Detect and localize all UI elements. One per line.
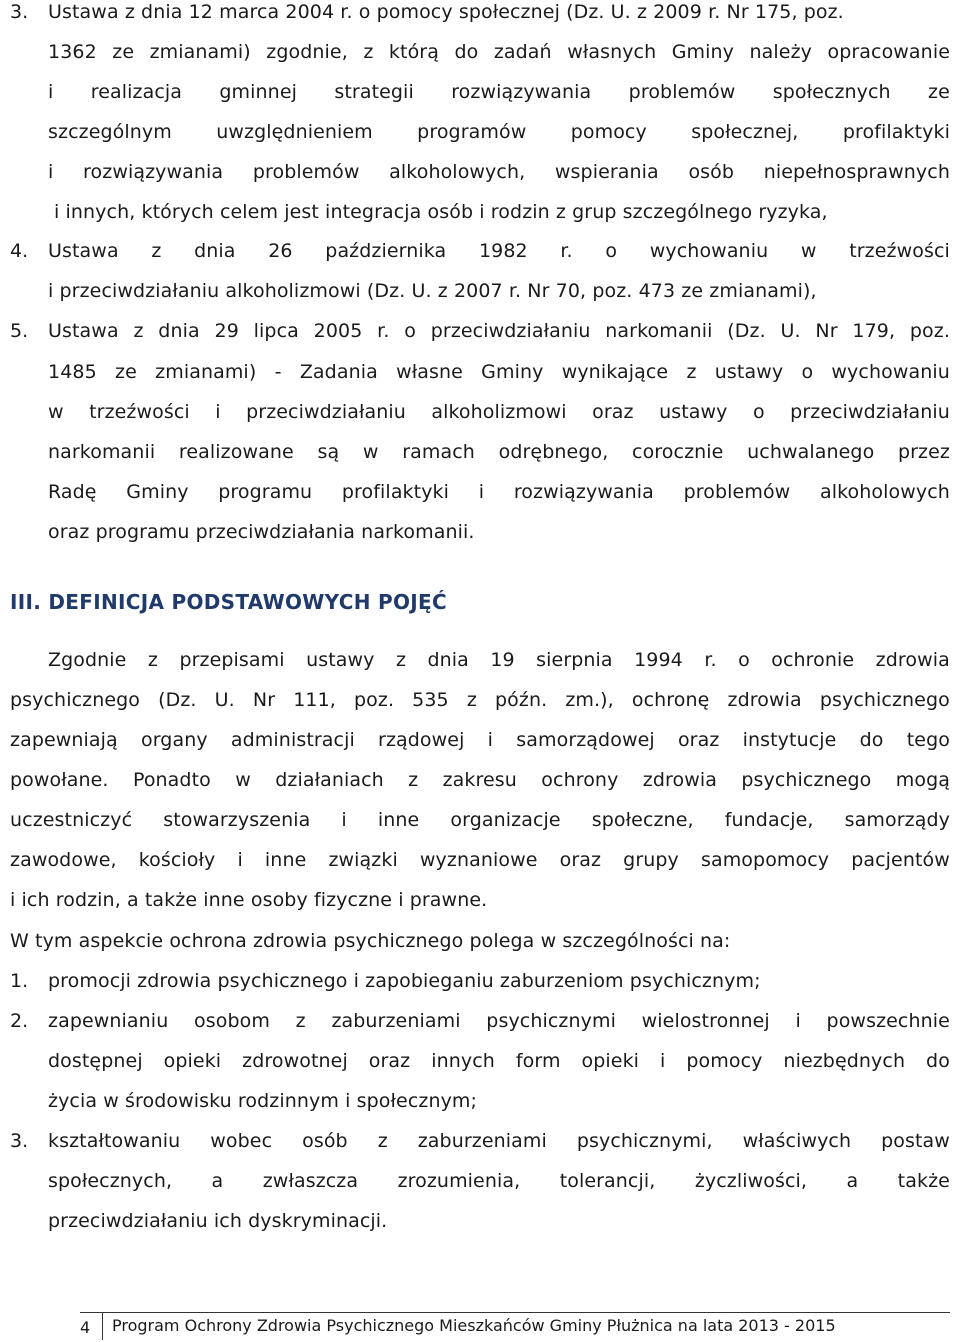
text-line: W tym aspekcie ochrona zdrowia psychicznego polega w szczególności na:: [10, 930, 731, 952]
word: wielostronnej: [641, 1010, 770, 1032]
word: w: [800, 240, 817, 262]
word: ze: [115, 361, 137, 383]
word: opracowanie: [827, 41, 950, 63]
word: i: [660, 1050, 666, 1072]
word: rozwiązywania: [451, 81, 592, 103]
word: kształtowaniu: [48, 1130, 181, 1152]
word: stowarzyszenia: [163, 809, 311, 831]
word: społecznych: [772, 81, 891, 103]
word: corocznie: [632, 441, 724, 463]
word: programu: [218, 481, 313, 503]
word: zrozumienia,: [397, 1170, 521, 1192]
word: zaburzeniami: [417, 1130, 547, 1152]
word: realizacja: [90, 81, 183, 103]
word: dostępnej: [48, 1050, 143, 1072]
word: także: [897, 1170, 950, 1192]
word: administracji: [230, 729, 355, 751]
word: r.: [704, 649, 717, 671]
word: poz.: [353, 689, 395, 711]
word: 1982: [478, 240, 528, 262]
word: ustawy: [714, 361, 784, 383]
word: dnia: [194, 240, 236, 262]
word: wobec: [210, 1130, 273, 1152]
word: (Dz.: [727, 320, 766, 342]
text-line: [10, 765, 950, 795]
word: społeczne,: [591, 809, 694, 831]
word: samopomocy: [700, 849, 830, 871]
word: psychicznymi: [486, 1010, 616, 1032]
word: i: [795, 1010, 801, 1032]
word: 19: [490, 649, 515, 671]
footer-rule: [80, 1312, 950, 1313]
word: zgodnie,: [266, 41, 348, 63]
footer-title: Program Ochrony Zdrowia Psychicznego Mieszkańców Gminy Płużnica na lata 2013 - 2015: [112, 1316, 836, 1335]
word: gminnej: [219, 81, 297, 103]
word: zadań: [493, 41, 552, 63]
text-line: [48, 477, 950, 507]
text-line: [48, 37, 950, 67]
word: uczestniczyć: [10, 809, 133, 831]
word: i: [487, 729, 494, 751]
word: własne: [396, 361, 463, 383]
text-line: [48, 236, 950, 266]
word: instytucje: [742, 729, 837, 751]
word: i: [48, 161, 54, 183]
word: należy: [749, 41, 812, 63]
word: opieki: [163, 1050, 222, 1072]
word: ze: [928, 81, 950, 103]
word: wychowaniu: [831, 361, 950, 383]
text-line: [10, 805, 950, 835]
word: r.: [560, 240, 573, 262]
word: realizowane: [178, 441, 294, 463]
word: w: [235, 769, 251, 791]
footer-divider: [102, 1312, 103, 1340]
word: problemów: [252, 161, 360, 183]
word: w: [362, 441, 379, 463]
text-line: promocji zdrowia psychicznego i zapobieganiu zaburzeniom psychicznym;: [48, 970, 761, 992]
word: r.: [377, 320, 390, 342]
word: związki: [328, 849, 398, 871]
word: programów: [417, 121, 527, 143]
word: Ustawa: [48, 240, 119, 262]
text-line: i ich rodzin, a także inne osoby fizyczne i prawne.: [10, 889, 488, 911]
word: z: [395, 649, 407, 671]
word: o: [738, 649, 750, 671]
word: wspierania: [554, 161, 659, 183]
word: alkoholizmowi: [431, 401, 567, 423]
word: rozwiązywania: [513, 481, 654, 503]
word: inne: [377, 809, 420, 831]
word: o: [801, 361, 814, 383]
word: wynikające: [561, 361, 669, 383]
list-number: 4.: [10, 240, 29, 262]
word: społecznych,: [48, 1170, 173, 1192]
text-line: [48, 397, 950, 427]
text-line: [48, 357, 950, 387]
word: ze: [112, 41, 135, 63]
word: ustawy: [659, 401, 728, 423]
word: samorządy: [844, 809, 950, 831]
word: społecznej,: [691, 121, 799, 143]
word: przez: [897, 441, 950, 463]
word: przeciwdziałaniu: [430, 320, 591, 342]
text-line: życia w środowisku rodzinnym i społecznym;: [48, 1090, 478, 1112]
text-line: [48, 1006, 950, 1036]
word: zawodowe,: [10, 849, 117, 871]
word: dnia: [427, 649, 469, 671]
text-line: i przeciwdziałaniu alkoholizmowi (Dz. U. z 2007 r. Nr 70, poz. 473 ze zmianami),: [48, 280, 817, 302]
word: działaniach: [275, 769, 384, 791]
word: -: [274, 361, 282, 383]
word: samorządowej: [516, 729, 655, 751]
word: profilaktyki: [341, 481, 450, 503]
word: ustawy: [306, 649, 375, 671]
word: oraz: [368, 1050, 411, 1072]
word: rządowej: [378, 729, 465, 751]
word: Ponadto: [132, 769, 211, 791]
word: przepisami: [179, 649, 285, 671]
word: lipca: [253, 320, 299, 342]
word: Nr: [815, 320, 838, 342]
word: zapewniają: [10, 729, 118, 751]
word: ochrony: [541, 769, 619, 791]
word: października: [325, 240, 447, 262]
word: wychowaniu: [649, 240, 769, 262]
word: 179,: [852, 320, 896, 342]
word: form: [515, 1050, 561, 1072]
word: Zadania: [299, 361, 378, 383]
text-line: [48, 117, 950, 147]
text-line: [10, 725, 950, 755]
word: opieki: [581, 1050, 640, 1072]
word: i: [237, 849, 243, 871]
word: ochronę: [631, 689, 710, 711]
word: psychicznymi,: [576, 1130, 713, 1152]
word: 2005: [313, 320, 363, 342]
word: (Dz.: [158, 689, 197, 711]
word: zdrowia: [727, 689, 802, 711]
word: z: [466, 689, 477, 711]
word: osób: [302, 1130, 348, 1152]
word: właściwych: [742, 1130, 852, 1152]
word: pomocy: [686, 1050, 763, 1072]
word: o: [752, 401, 765, 423]
word: do: [454, 41, 479, 63]
word: życzliwości,: [694, 1170, 808, 1192]
text-line: przeciwdziałaniu ich dyskryminacji.: [48, 1210, 388, 1232]
word: 26: [268, 240, 293, 262]
word: uchwalanego: [747, 441, 875, 463]
word: problemów: [628, 81, 736, 103]
text-line: [48, 1046, 950, 1076]
text-line: [48, 157, 950, 187]
word: Ustawa: [48, 320, 119, 342]
word: trzeźwości: [849, 240, 950, 262]
word: zwłaszcza: [262, 1170, 359, 1192]
word: narkomanii: [605, 320, 713, 342]
word: fundacje,: [724, 809, 814, 831]
word: z: [151, 240, 162, 262]
word: 1994: [634, 649, 683, 671]
word: ramach: [402, 441, 475, 463]
list-number: 5.: [10, 320, 29, 342]
word: i: [215, 401, 221, 423]
word: wyznaniowe: [419, 849, 538, 871]
word: Nr: [252, 689, 276, 711]
word: zaburzeniami: [331, 1010, 461, 1032]
list-number: 3.: [10, 1, 29, 23]
word: mogą: [895, 769, 950, 791]
text-line: [10, 685, 950, 715]
word: rozwiązywania: [83, 161, 224, 183]
word: i: [341, 809, 347, 831]
word: pacjentów: [851, 849, 950, 871]
word: zapewnianiu: [48, 1010, 169, 1032]
list-number: 3.: [10, 1130, 29, 1152]
word: niezbędnych: [783, 1050, 906, 1072]
word: a: [211, 1170, 224, 1192]
word: alkoholowych: [820, 481, 950, 503]
word: a: [846, 1170, 859, 1192]
word: o: [404, 320, 416, 342]
word: organizacje: [450, 809, 561, 831]
text-line: [48, 316, 950, 346]
word: w: [48, 401, 64, 423]
word: odrębnego,: [498, 441, 609, 463]
word: przeciwdziałaniu: [790, 401, 950, 423]
word: 1362: [48, 41, 97, 63]
list-number: 2.: [10, 1010, 29, 1032]
word: powszechnie: [826, 1010, 950, 1032]
word: do: [859, 729, 884, 751]
word: 1485: [48, 361, 97, 383]
word: z: [133, 320, 144, 342]
word: problemów: [683, 481, 791, 503]
word: z: [408, 769, 419, 791]
word: zmianami): [149, 41, 251, 63]
word: dnia: [158, 320, 200, 342]
word: osób: [688, 161, 735, 183]
word: niepełnosprawnych: [763, 161, 950, 183]
text-line: Ustawa z dnia 12 marca 2004 r. o pomocy społecznej (Dz. U. z 2009 r. Nr 175, poz.: [48, 1, 844, 23]
word: zdrowia: [875, 649, 950, 671]
word: uwzględnieniem: [216, 121, 373, 143]
word: z: [147, 649, 158, 671]
word: grupy: [623, 849, 679, 871]
word: oraz: [677, 729, 720, 751]
word: własnych: [567, 41, 657, 63]
page-number: 4: [80, 1318, 91, 1337]
word: osobom: [194, 1010, 270, 1032]
word: są: [317, 441, 340, 463]
word: z: [686, 361, 697, 383]
word: Zgodnie: [48, 649, 127, 671]
word: inne: [264, 849, 307, 871]
text-line: i innych, których celem jest integracja osób i rodzin z grup szczególnego ryzyka,: [54, 201, 828, 223]
word: U.: [214, 689, 235, 711]
text-line: oraz programu przeciwdziałania narkomanii.: [48, 521, 475, 543]
section-heading: III. DEFINICJA PODSTAWOWYCH POJĘĆ: [10, 590, 447, 614]
word: Radę: [48, 481, 97, 503]
word: zdrowotnej: [242, 1050, 348, 1072]
word: 111,: [293, 689, 336, 711]
word: psychicznego: [10, 689, 141, 711]
word: szczególnym: [48, 121, 172, 143]
word: do: [926, 1050, 950, 1072]
word: tego: [906, 729, 950, 751]
word: zm.),: [565, 689, 614, 711]
word: 535: [412, 689, 449, 711]
word: o: [605, 240, 618, 262]
word: ochronie: [771, 649, 855, 671]
word: 29: [214, 320, 239, 342]
word: powołane.: [10, 769, 109, 791]
text-line: [48, 77, 950, 107]
word: z: [363, 41, 374, 63]
word: sierpnia: [536, 649, 613, 671]
word: poz.: [909, 320, 950, 342]
word: oraz: [559, 849, 602, 871]
word: Gminy: [481, 361, 544, 383]
list-number: 1.: [10, 970, 29, 992]
word: tolerancji,: [559, 1170, 656, 1192]
word: strategii: [334, 81, 414, 103]
word: Gminy: [671, 41, 735, 63]
word: narkomanii: [48, 441, 156, 463]
text-line: [10, 845, 950, 875]
word: i: [48, 81, 54, 103]
word: psychicznego: [741, 769, 872, 791]
word: organy: [141, 729, 208, 751]
text-line: [48, 1126, 950, 1156]
word: oraz: [592, 401, 634, 423]
word: U.: [780, 320, 801, 342]
word: profilaktyki: [842, 121, 950, 143]
word: innych: [431, 1050, 495, 1072]
text-line: [48, 645, 950, 675]
word: zakresu: [442, 769, 517, 791]
word: trzeźwości: [89, 401, 190, 423]
word: i: [478, 481, 485, 503]
word: którą: [388, 41, 439, 63]
word: kościoły: [138, 849, 216, 871]
word: postaw: [881, 1130, 950, 1152]
word: psychicznego: [819, 689, 950, 711]
word: z: [377, 1130, 388, 1152]
word: pomocy: [570, 121, 647, 143]
word: późn.: [494, 689, 548, 711]
word: alkoholowych,: [389, 161, 526, 183]
text-line: [48, 1166, 950, 1196]
word: zmianami): [155, 361, 257, 383]
word: przeciwdziałaniu: [246, 401, 406, 423]
word: Gminy: [126, 481, 189, 503]
word: zdrowia: [642, 769, 717, 791]
text-line: [48, 437, 950, 467]
word: z: [295, 1010, 306, 1032]
